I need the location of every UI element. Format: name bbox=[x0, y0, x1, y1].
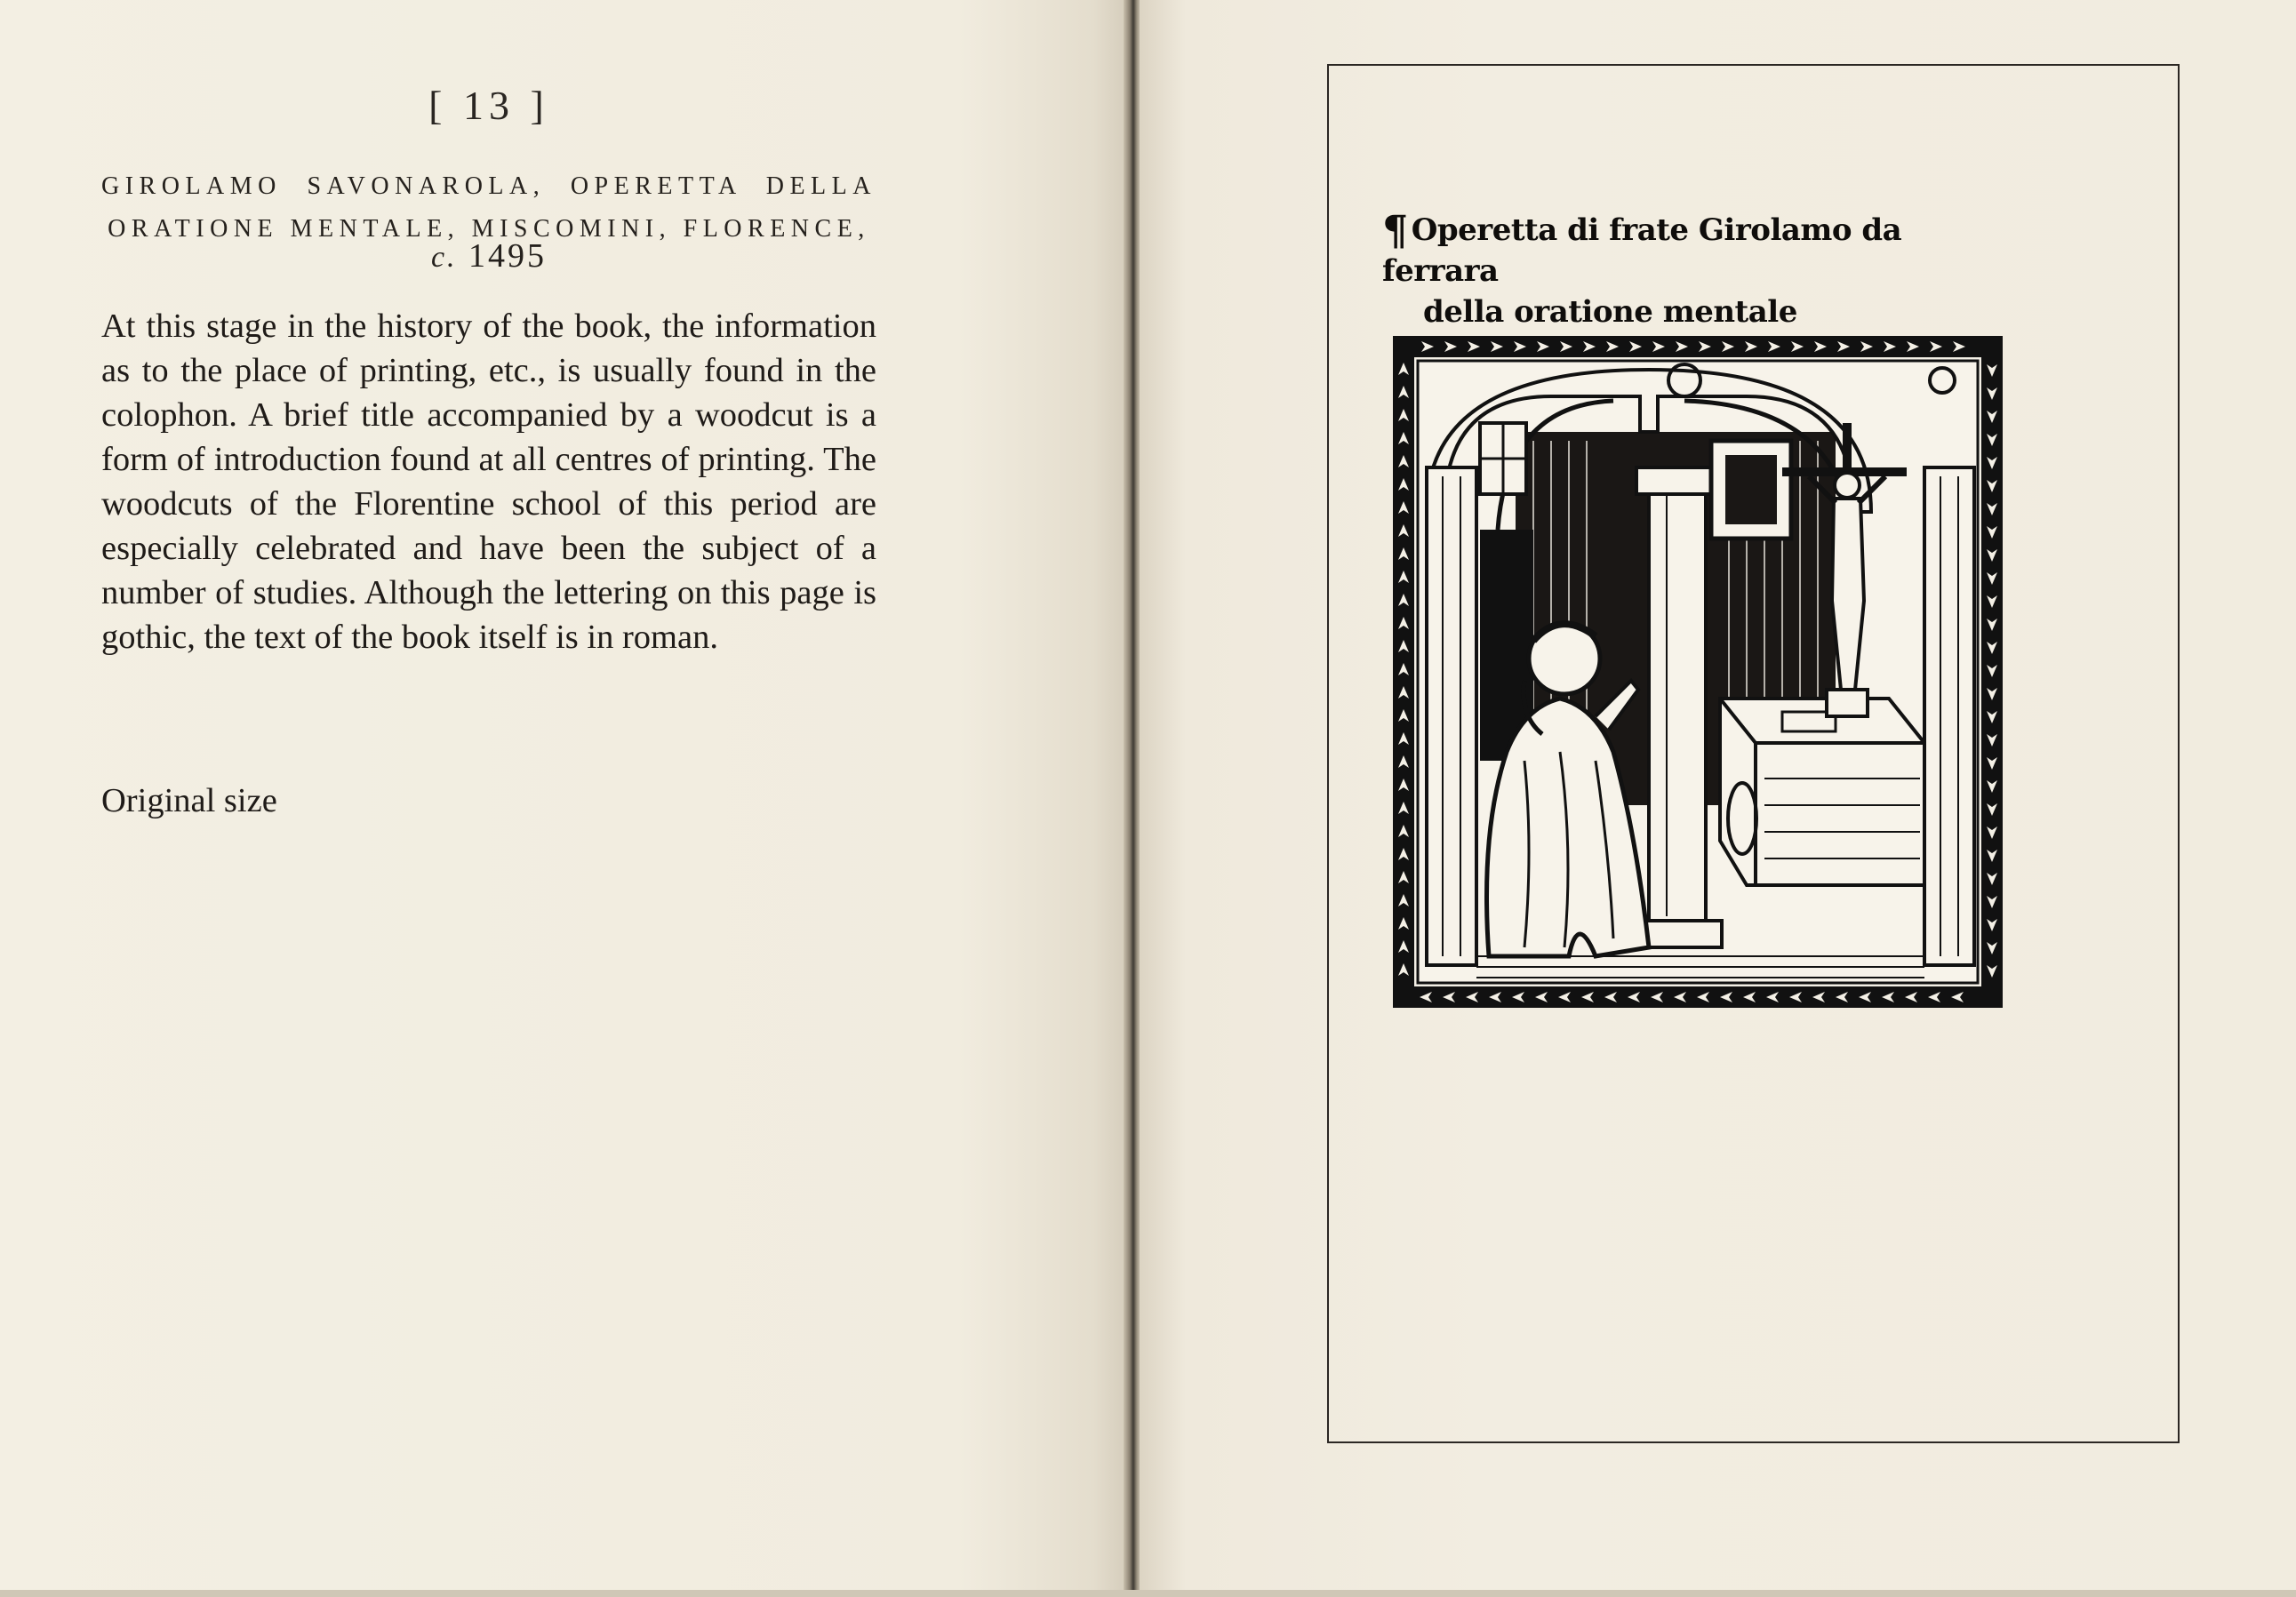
gothic-title-line2: della oratione mentale bbox=[1423, 294, 1797, 330]
gothic-title bbox=[1382, 206, 2004, 332]
plate-title: GIROLAMO SAVONAROLA, OPERETTA DELLA ORATIONE MENTALE, MISCOMINI, FLORENCE, bbox=[101, 172, 876, 243]
gothic-title-line1: Operetta di frate Girolamo da ferrara bbox=[1382, 212, 1902, 289]
page-number: [ 13 ] bbox=[428, 83, 549, 128]
body-paragraph: At this stage in the history of the book, the information as to the place of printing, etc., is usually found in the colophon. A brief title accompanied by a woodcut is a form of introduction found at all centres of printing. The woodcuts of the Florentine school of this period are especially celebrated and have been the subject of a number of studies. Although the lettering on this page is gothic, the text of the book itself is in roman. bbox=[101, 307, 876, 656]
bottom-edge bbox=[0, 1590, 2296, 1597]
date-year: 1495 bbox=[468, 237, 548, 275]
size-caption: Original size bbox=[101, 782, 277, 819]
woodcut-illustration bbox=[1391, 334, 2004, 1010]
date-prefix: c. bbox=[430, 241, 458, 274]
plate-date bbox=[101, 236, 876, 275]
book-gutter bbox=[1124, 0, 1141, 1597]
left-page bbox=[0, 0, 1127, 1597]
pilcrow-icon: ¶ bbox=[1382, 206, 1408, 254]
